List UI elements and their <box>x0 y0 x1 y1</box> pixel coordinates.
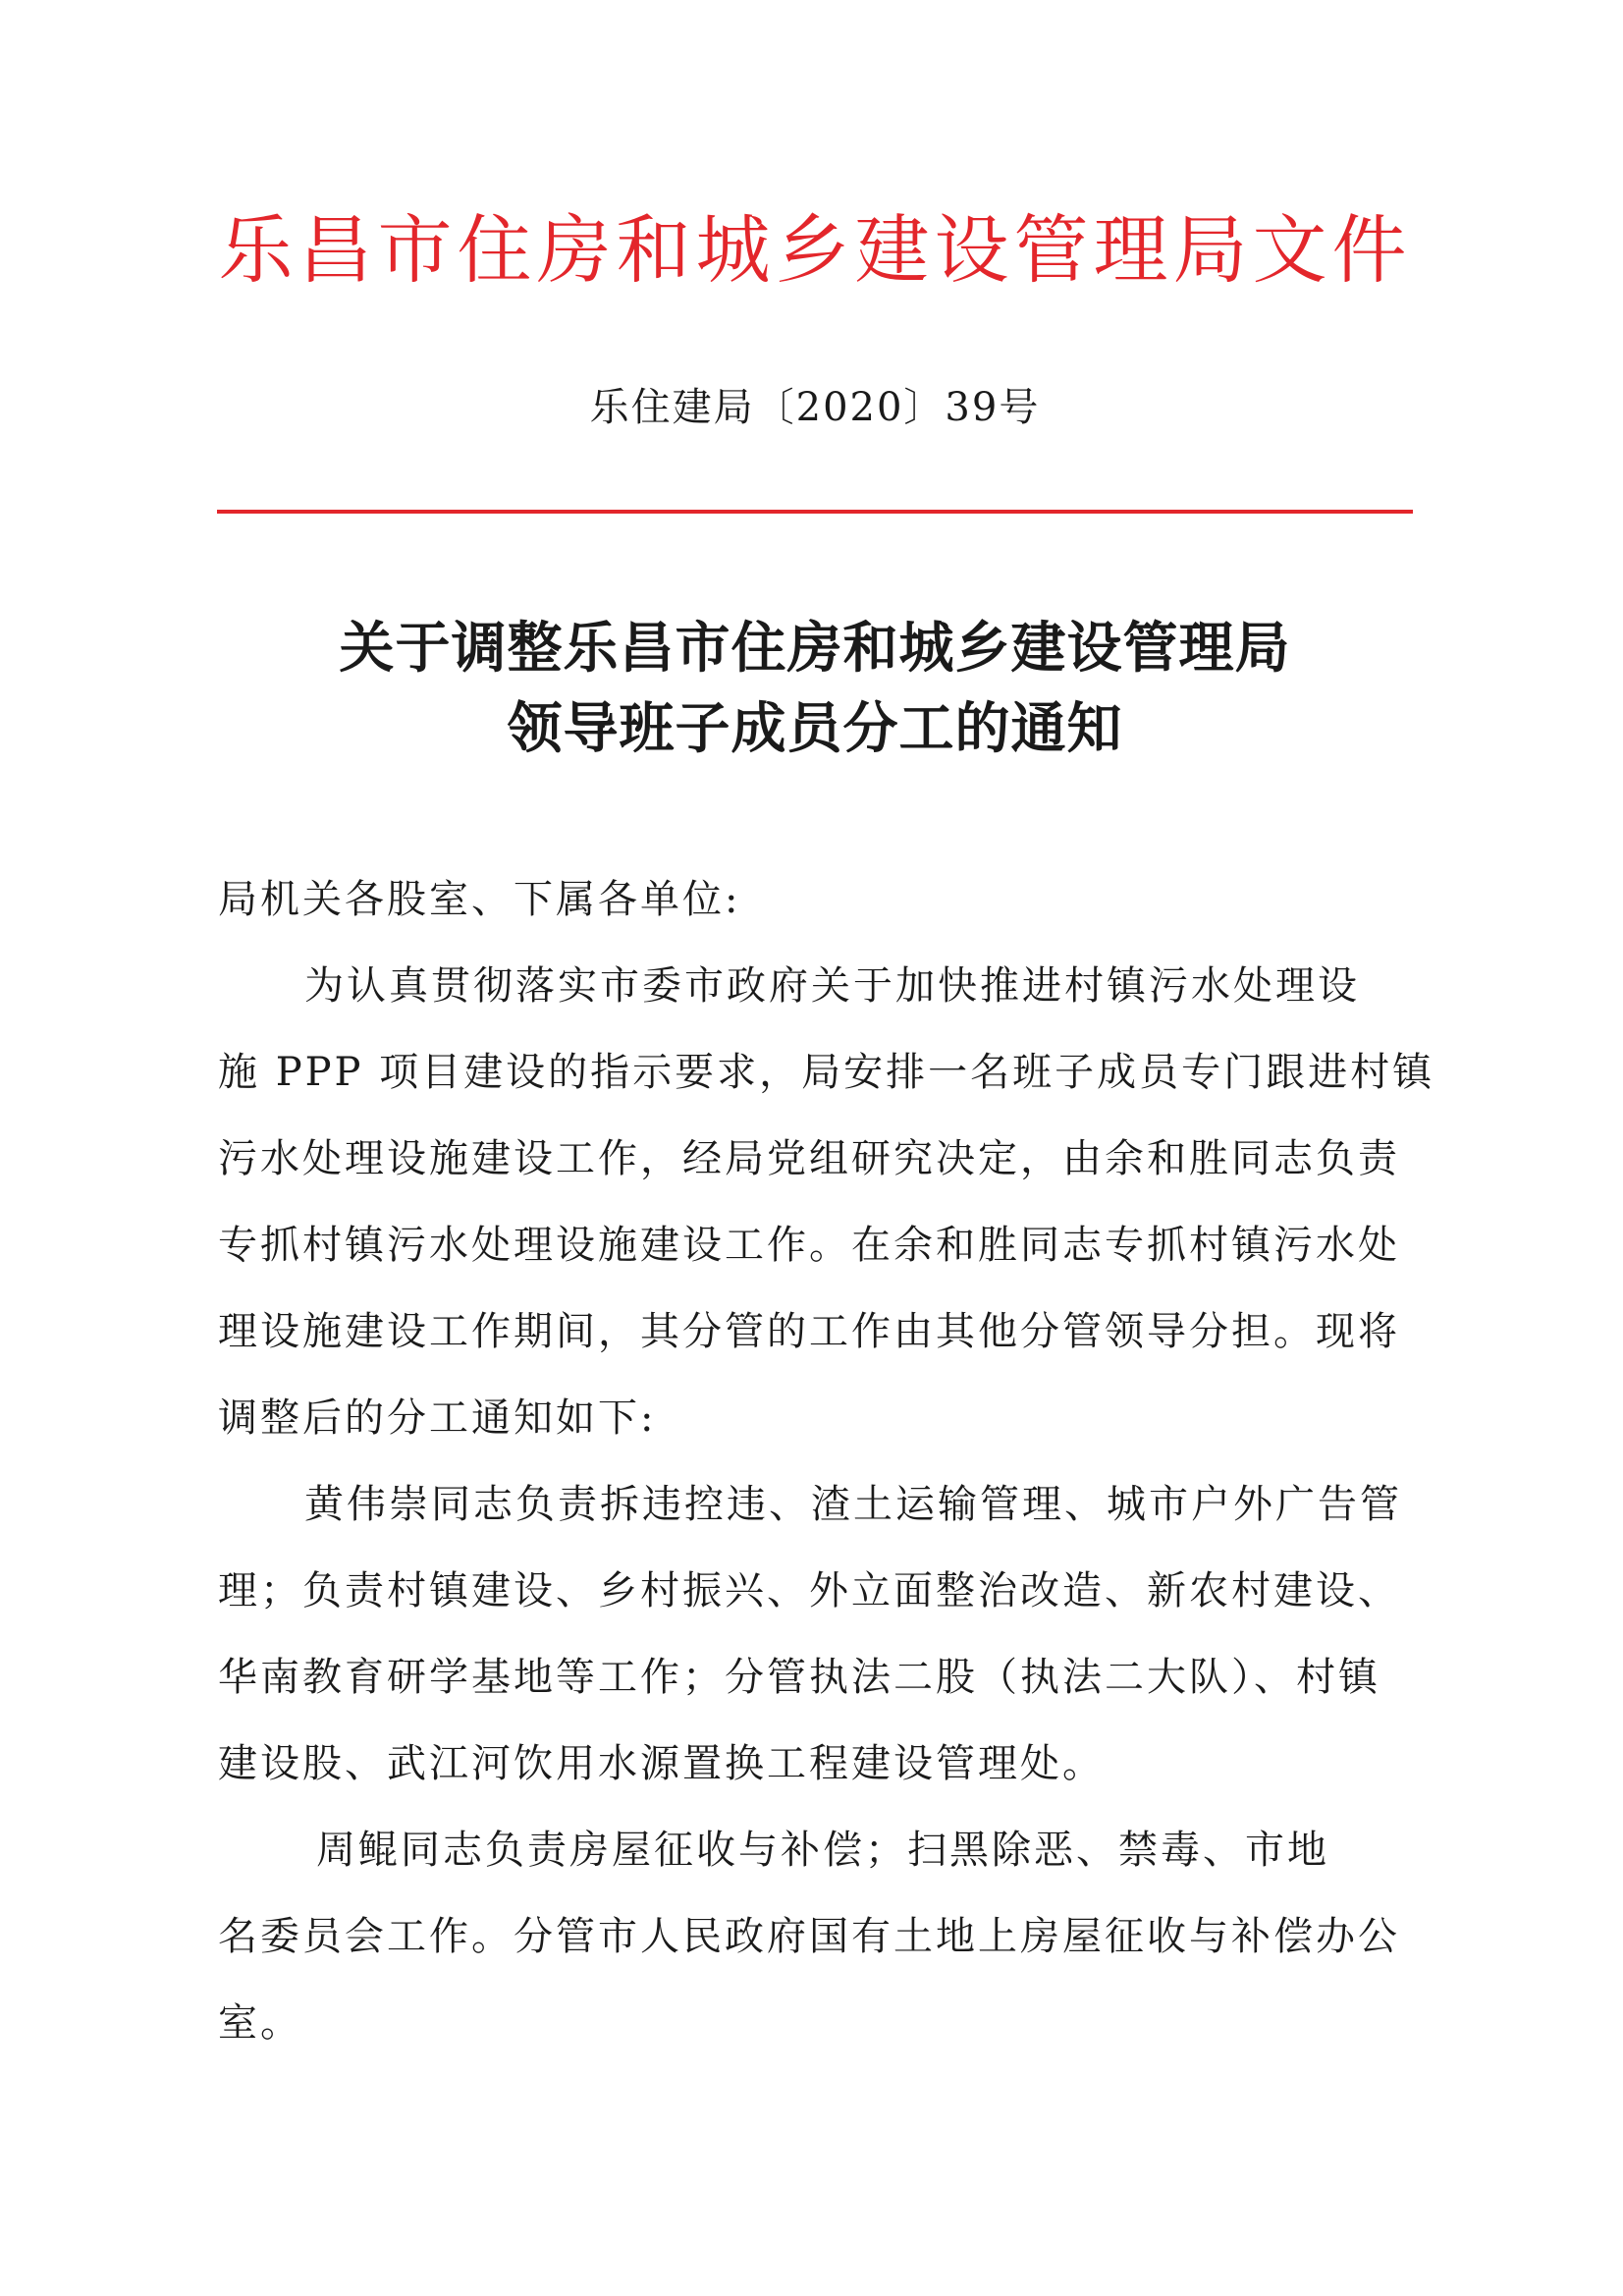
red-divider-line <box>217 510 1413 514</box>
notice-title-line-1: 关于调整乐昌市住房和城乡建设管理局 <box>339 617 1291 681</box>
paragraph-2 <box>218 1461 1416 1807</box>
paragraph-1-line: 为认真贯彻落实市委市政府关于加快推进村镇污水处理设 <box>304 963 1360 1009</box>
notice-title <box>216 609 1414 770</box>
salutation: 局机关各股室、下属各单位: <box>218 877 741 922</box>
paragraph-1-line: 污水处理设施建设工作，经局党组研究决定，由余和胜同志负责 <box>218 1136 1400 1181</box>
paragraph-1-line: 专抓村镇污水处理设施建设工作。在余和胜同志专抓村镇污水处 <box>218 1223 1400 1268</box>
document-number: 乐住建局〔2020〕39号 <box>589 385 1041 430</box>
issuer-header: 乐昌市住房和城乡建设管理局文件 <box>218 206 1412 294</box>
paragraph-1-line: 理设施建设工作期间，其分管的工作由其他分管领导分担。现将 <box>218 1309 1400 1354</box>
paragraph-3-line: 名委员会工作。分管市人民政府国有土地上房屋征收与补偿办公 <box>218 1914 1400 1959</box>
paragraph-2-line: 理；负责村镇建设、乡村振兴、外立面整治改造、新农村建设、 <box>218 1568 1400 1613</box>
paragraph-3-line: 周鲲同志负责房屋征收与补偿；扫黑除恶、禁毒、市地 <box>316 1828 1329 1873</box>
notice-title-line-2: 领导班子成员分工的通知 <box>507 697 1123 761</box>
paragraph-1-line: 施 PPP 项目建设的指示要求，局安排一名班子成员专门跟进村镇 <box>218 1050 1435 1095</box>
paragraph-1-line: 调整后的分工通知如下: <box>218 1395 657 1441</box>
paragraph-3-line: 室。 <box>218 2000 302 2046</box>
paragraph-2-line: 建设股、武江河饮用水源置换工程建设管理处。 <box>218 1741 1105 1786</box>
paragraph-1 <box>218 943 1435 1461</box>
paragraph-2-line: 黄伟崇同志负责拆违控违、渣土运输管理、城市户外广告管 <box>304 1482 1402 1527</box>
paragraph-2-line: 华南教育研学基地等工作；分管执法二股（执法二大队）、村镇 <box>218 1655 1380 1700</box>
paragraph-3 <box>218 1807 1416 2066</box>
document-body <box>218 856 1435 2066</box>
